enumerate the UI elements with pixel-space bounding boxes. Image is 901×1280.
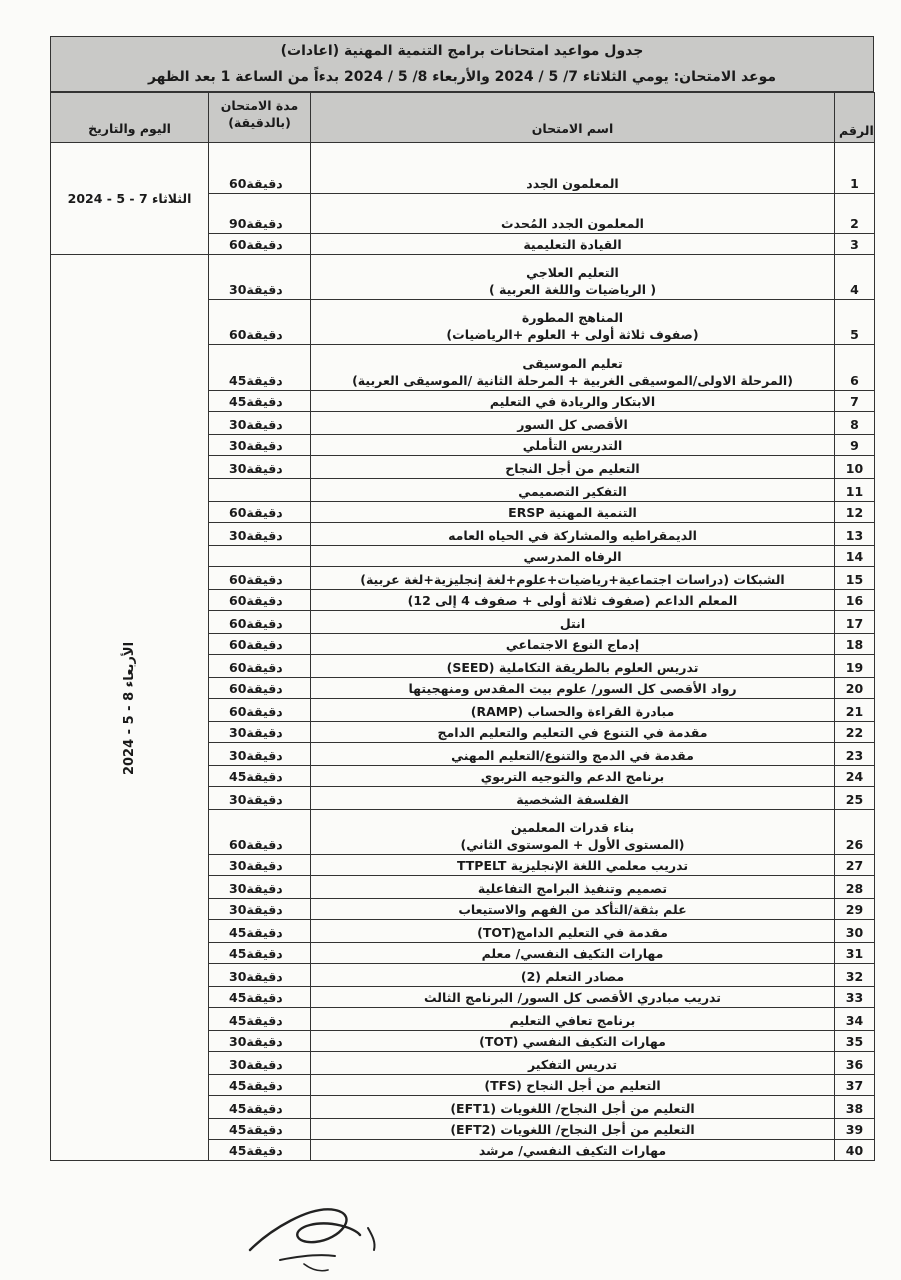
row-number: 8	[835, 412, 875, 435]
table-body	[51, 143, 875, 1161]
exam-name-cell	[311, 1052, 835, 1075]
duration-cell: 45دقيقة	[209, 345, 311, 391]
duration-cell: 60دقيقة	[209, 502, 311, 523]
duration-cell: 60دقيقة	[209, 634, 311, 655]
duration-cell: 30دقيقة	[209, 964, 311, 987]
row-number: 30	[835, 920, 875, 943]
col-header-exam-name: اسم الامتحان	[311, 93, 835, 143]
exam-name-cell	[311, 435, 835, 456]
exam-name: مهارات التكيف النفسي (TOT)	[479, 1034, 666, 1049]
exam-name-cell	[311, 810, 835, 855]
row-number: 3	[835, 234, 875, 255]
exam-name-cell	[311, 766, 835, 787]
exam-name: المعلم الداعم (صفوف ثلاثة أولى + صفوف 4 إلى 12)	[407, 593, 738, 608]
duration-cell	[209, 546, 311, 567]
exam-name-cell	[311, 143, 835, 194]
duration-cell: 60دقيقة	[209, 678, 311, 699]
exam-name-cell	[311, 634, 835, 655]
duration-cell: 60دقيقة	[209, 300, 311, 345]
exam-name-cell	[311, 255, 835, 300]
exam-name: القيادة التعليمية	[523, 237, 622, 252]
duration-cell: 60دقيقة	[209, 567, 311, 590]
exam-name: الابتكار والريادة في التعليم	[489, 394, 656, 409]
exam-schedule-table	[50, 92, 875, 1161]
duration-cell: 30دقيقة	[209, 743, 311, 766]
row-number: 12	[835, 502, 875, 523]
duration-cell: 45دقيقة	[209, 920, 311, 943]
row-number: 36	[835, 1052, 875, 1075]
duration-cell: 30دقيقة	[209, 456, 311, 479]
exam-name-cell	[311, 1119, 835, 1140]
row-number: 27	[835, 855, 875, 876]
row-number: 20	[835, 678, 875, 699]
exam-name: تدريب مبادري الأقصى كل السور/ البرنامج الثالث	[424, 990, 721, 1005]
row-number: 7	[835, 391, 875, 412]
row-number: 9	[835, 435, 875, 456]
exam-name: التفكير التصميمي	[518, 484, 627, 499]
exam-name-cell	[311, 920, 835, 943]
exam-name: تصميم وتنفيذ البرامج التفاعلية	[477, 881, 668, 896]
duration-cell	[209, 479, 311, 502]
signature	[240, 1190, 410, 1275]
duration-cell: 60دقيقة	[209, 590, 311, 611]
exam-name: المعلمون الجدد المُحدث	[501, 216, 644, 231]
exam-name-cell	[311, 611, 835, 634]
exam-name: مصادر التعلم (2)	[520, 969, 625, 984]
duration-cell: 30دقيقة	[209, 722, 311, 743]
date-wednesday: الأربعاء 8 - 5 - 2024	[122, 641, 137, 775]
exam-name: التعليم العلاجي	[526, 265, 619, 280]
exam-name-cell	[311, 964, 835, 987]
duration-cell: 45دقيقة	[209, 1119, 311, 1140]
duration-cell: 45دقيقة	[209, 1008, 311, 1031]
duration-cell: 45دقيقة	[209, 766, 311, 787]
exam-name: الرفاه المدرسي	[523, 549, 622, 564]
exam-name-cell	[311, 1008, 835, 1031]
duration-cell: 30دقيقة	[209, 1031, 311, 1052]
exam-name-cell	[311, 567, 835, 590]
exam-name: التعليم من أجل النجاح (TFS)	[484, 1078, 661, 1093]
exam-name: الشبكات (دراسات اجتماعية+رياضيات+علوم+لغة إنجليزية+لغة عربية)	[360, 572, 785, 587]
duration-cell: 45دقيقة	[209, 1096, 311, 1119]
table-row	[51, 255, 875, 300]
exam-name-cell	[311, 391, 835, 412]
row-number: 34	[835, 1008, 875, 1031]
duration-cell: 30دقيقة	[209, 412, 311, 435]
exam-name: رواد الأقصى كل السور/ علوم بيت المقدس ومنهجيتها	[408, 681, 737, 696]
duration-cell: 30دقيقة	[209, 899, 311, 920]
exam-name-cell	[311, 855, 835, 876]
duration-cell: 60دقيقة	[209, 699, 311, 722]
exam-name: مقدمة في التعليم الدامج(TOT)	[477, 925, 668, 940]
duration-cell: 45دقيقة	[209, 987, 311, 1008]
table-row	[51, 143, 875, 194]
date-wednesday-cell	[51, 255, 209, 1161]
exam-name-cell	[311, 523, 835, 546]
exam-name-cell	[311, 678, 835, 699]
exam-name: الفلسفة الشخصية	[516, 792, 629, 807]
exam-name-detail: (صفوف ثلاثة أولى + العلوم +الرياضيات)	[446, 327, 699, 342]
row-number: 21	[835, 699, 875, 722]
exam-name-cell	[311, 1096, 835, 1119]
exam-name: مهارات التكيف النفسي/ مرشد	[478, 1143, 667, 1158]
exam-name: المناهج المطورة	[521, 310, 624, 325]
duration-cell: 45دقيقة	[209, 1140, 311, 1161]
exam-name-cell	[311, 699, 835, 722]
exam-name-cell	[311, 546, 835, 567]
duration-cell: 30دقيقة	[209, 787, 311, 810]
date-tuesday: الثلاثاء 7 - 5 - 2024	[51, 143, 209, 255]
row-number: 25	[835, 787, 875, 810]
exam-name-cell	[311, 502, 835, 523]
exam-name-cell	[311, 787, 835, 810]
exam-name: تدريس التفكير	[527, 1057, 618, 1072]
exam-name-cell	[311, 479, 835, 502]
duration-cell: 60دقيقة	[209, 611, 311, 634]
exam-name-cell	[311, 412, 835, 435]
row-number: 16	[835, 590, 875, 611]
duration-cell: 30دقيقة	[209, 523, 311, 546]
exam-name-cell	[311, 590, 835, 611]
exam-name: برنامج تعافي التعليم	[509, 1013, 636, 1028]
exam-name: مبادرة القراءة والحساب (RAMP)	[470, 704, 675, 719]
exam-name-cell	[311, 987, 835, 1008]
row-number: 22	[835, 722, 875, 743]
exam-name-cell	[311, 1075, 835, 1096]
row-number: 18	[835, 634, 875, 655]
duration-cell: 45دقيقة	[209, 1075, 311, 1096]
duration-cell: 30دقيقة	[209, 855, 311, 876]
row-number: 37	[835, 1075, 875, 1096]
exam-name: مقدمة في الدمج والتنوع/التعليم المهني	[451, 748, 694, 763]
row-number: 4	[835, 255, 875, 300]
row-number: 10	[835, 456, 875, 479]
exam-name-cell	[311, 899, 835, 920]
duration-cell: 90دقيقة	[209, 194, 311, 234]
exam-name-cell	[311, 345, 835, 391]
row-number: 23	[835, 743, 875, 766]
duration-cell: 30دقيقة	[209, 876, 311, 899]
row-number: 17	[835, 611, 875, 634]
exam-name-cell	[311, 655, 835, 678]
row-number: 31	[835, 943, 875, 964]
duration-cell: 45دقيقة	[209, 943, 311, 964]
row-number: 35	[835, 1031, 875, 1052]
duration-cell: 30دقيقة	[209, 435, 311, 456]
exam-name: تدريس العلوم بالطريقة التكاملية (SEED)	[446, 660, 699, 675]
row-number: 2	[835, 194, 875, 234]
row-number: 32	[835, 964, 875, 987]
exam-name-cell	[311, 1140, 835, 1161]
duration-cell: 30دقيقة	[209, 1052, 311, 1075]
exam-name: انتل	[559, 616, 586, 631]
row-number: 29	[835, 899, 875, 920]
exam-name: مقدمة في التنوع في التعليم والتعليم الدامج	[437, 725, 708, 740]
col-header-duration: مدة الامتحان (بالدقيقة)	[209, 93, 311, 143]
header-row	[51, 93, 875, 143]
col-header-day-date: اليوم والتاريخ	[51, 93, 209, 143]
document-title: جدول مواعيد امتحانات برامج التنمية المهنية (اعادات)	[280, 43, 644, 59]
exam-name: الأقصى كل السور	[517, 417, 628, 432]
exam-name-cell	[311, 743, 835, 766]
exam-name-cell	[311, 876, 835, 899]
row-number: 28	[835, 876, 875, 899]
exam-name: تعليم الموسيقى	[522, 356, 623, 371]
exam-name: مهارات التكيف النفسي/ معلم	[481, 946, 664, 961]
duration-cell: 30دقيقة	[209, 255, 311, 300]
row-number: 11	[835, 479, 875, 502]
exam-name-detail: ( الرياضيات واللغة العربية )	[488, 282, 657, 297]
duration-cell: 60دقيقة	[209, 810, 311, 855]
exam-name: التنمية المهنية ERSP	[508, 505, 637, 520]
exam-name: تدريب معلمي اللغة الإنجليزية TTPELT	[456, 858, 689, 873]
col-header-number: الرقم	[835, 93, 875, 143]
duration-cell: 60دقيقة	[209, 234, 311, 255]
exam-name: بناء قدرات المعلمين	[510, 820, 635, 835]
exam-name: الديمقراطيه والمشاركة في الحياه العامه	[448, 528, 697, 543]
exam-name-cell	[311, 456, 835, 479]
exam-name-cell	[311, 722, 835, 743]
exam-name: التعليم من أجل النجاح/ اللغويات (EFT2)	[450, 1122, 695, 1137]
row-number: 14	[835, 546, 875, 567]
row-number: 38	[835, 1096, 875, 1119]
exam-name: التعليم من أجل النجاح/ اللغويات (EFT1)	[450, 1101, 695, 1116]
row-number: 24	[835, 766, 875, 787]
row-number: 5	[835, 300, 875, 345]
exam-name: علم بثقة/التأكد من الفهم والاستيعاب	[458, 902, 687, 917]
exam-name-cell	[311, 300, 835, 345]
exam-name-cell	[311, 194, 835, 234]
exam-name-cell	[311, 943, 835, 964]
exam-name-detail: (المستوى الأول + الموستوى الثاني)	[460, 837, 685, 852]
row-number: 6	[835, 345, 875, 391]
row-number: 39	[835, 1119, 875, 1140]
exam-name-cell	[311, 234, 835, 255]
exam-name: إدماج النوع الاجتماعي	[505, 637, 640, 652]
exam-name: التدريس التأملي	[522, 438, 623, 453]
exam-name: التعليم من أجل النجاح	[505, 461, 640, 476]
exam-name-detail: (المرحلة الاولى/الموسيقى الغربية + المرحلة الثانية /الموسيقى العربية)	[352, 373, 793, 388]
row-number: 40	[835, 1140, 875, 1161]
row-number: 1	[835, 143, 875, 194]
exam-name: المعلمون الجدد	[526, 176, 619, 191]
duration-cell: 60دقيقة	[209, 655, 311, 678]
row-number: 33	[835, 987, 875, 1008]
row-number: 19	[835, 655, 875, 678]
duration-cell: 45دقيقة	[209, 391, 311, 412]
title-box	[50, 36, 874, 92]
duration-cell: 60دقيقة	[209, 143, 311, 194]
row-number: 26	[835, 810, 875, 855]
exam-name-cell	[311, 1031, 835, 1052]
document-subtitle: موعد الامتحان: يومي الثلاثاء 7/ 5 / 2024 والأربعاء 8/ 5 / 2024 بدءاً من الساعة 1 بعد الظهر	[147, 69, 777, 85]
exam-name: برنامج الدعم والتوجيه التربوي	[480, 769, 665, 784]
row-number: 13	[835, 523, 875, 546]
row-number: 15	[835, 567, 875, 590]
